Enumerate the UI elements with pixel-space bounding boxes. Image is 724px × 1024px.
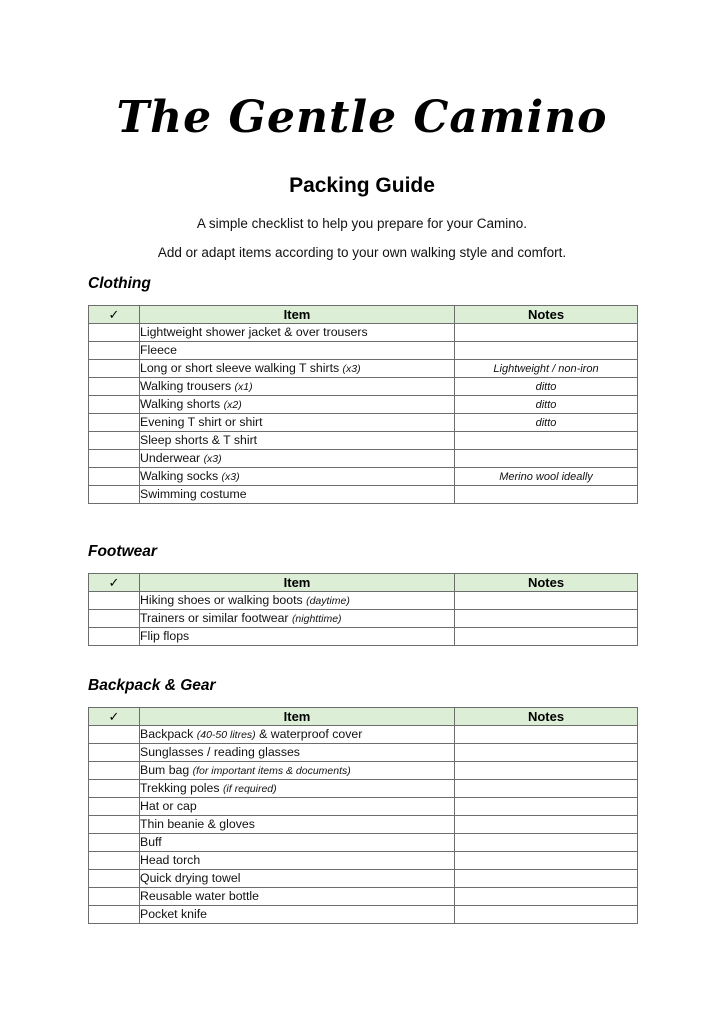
notes-cell: ditto <box>455 414 638 432</box>
table-row <box>89 378 638 396</box>
item-cell <box>140 628 455 646</box>
checkbox-cell[interactable] <box>89 342 140 360</box>
notes-cell <box>455 906 638 924</box>
notes-cell: ditto <box>455 378 638 396</box>
table-row <box>89 870 638 888</box>
item-qualifier: (daytime) <box>306 595 350 607</box>
item-text: Bum bag <box>140 763 193 777</box>
notes-cell <box>455 744 638 762</box>
checkbox-cell[interactable] <box>89 888 140 906</box>
table-row <box>89 780 638 798</box>
notes-cell <box>455 834 638 852</box>
item-cell <box>140 396 455 414</box>
item-cell <box>140 592 455 610</box>
notes-cell <box>455 628 638 646</box>
item-qualifier: (x3) <box>221 471 240 483</box>
page-subtitle: Packing Guide <box>289 174 435 197</box>
item-text: Evening T shirt or shirt <box>140 415 263 429</box>
notes-column-header: Notes <box>455 574 638 592</box>
notes-cell <box>455 450 638 468</box>
checkbox-cell[interactable] <box>89 628 140 646</box>
item-text-suffix: & waterproof cover <box>255 727 363 741</box>
item-text: Backpack <box>140 727 197 741</box>
item-cell <box>140 378 455 396</box>
item-text: Pocket knife <box>140 907 207 921</box>
item-cell <box>140 744 455 762</box>
notes-cell <box>455 816 638 834</box>
item-text: Long or short sleeve walking T shirts <box>140 361 343 375</box>
table-row <box>89 762 638 780</box>
notes-cell: Lightweight / non-iron <box>455 360 638 378</box>
page-title: The Gentle Camino <box>116 92 608 143</box>
section-title-gear: Backpack & Gear <box>88 677 216 694</box>
notes-cell <box>455 610 638 628</box>
table-row <box>89 342 638 360</box>
item-qualifier: (nighttime) <box>291 613 342 625</box>
item-qualifier: (40-50 litres) <box>196 729 256 741</box>
table-header-row <box>89 574 638 592</box>
table-row <box>89 834 638 852</box>
gear-table <box>88 707 638 924</box>
item-text: Lightweight shower jacket & over trousers <box>140 325 368 339</box>
item-cell <box>140 486 455 504</box>
item-cell <box>140 798 455 816</box>
checkbox-cell[interactable] <box>89 486 140 504</box>
table-row <box>89 798 638 816</box>
intro-line-2: Add or adapt items according to your own walking style and comfort. <box>157 245 567 260</box>
item-qualifier: (x3) <box>203 453 222 465</box>
item-text: Trekking poles <box>140 781 223 795</box>
notes-cell <box>455 762 638 780</box>
checkbox-cell[interactable] <box>89 906 140 924</box>
table-row <box>89 888 638 906</box>
item-text: Swimming costume <box>140 487 247 501</box>
item-text: Fleece <box>140 343 177 357</box>
table-row <box>89 628 638 646</box>
item-column-header: Item <box>140 306 455 324</box>
table-row <box>89 610 638 628</box>
item-text: Flip flops <box>140 629 190 643</box>
table-row <box>89 360 638 378</box>
check-column-header: ✓ <box>89 708 140 726</box>
checkbox-cell[interactable] <box>89 360 140 378</box>
item-cell <box>140 414 455 432</box>
checkbox-cell[interactable] <box>89 834 140 852</box>
item-cell <box>140 360 455 378</box>
checkbox-cell[interactable] <box>89 414 140 432</box>
notes-cell <box>455 486 638 504</box>
notes-column-header: Notes <box>455 306 638 324</box>
item-cell <box>140 906 455 924</box>
notes-cell <box>455 432 638 450</box>
item-qualifier: (x2) <box>223 399 242 411</box>
item-text: Buff <box>140 835 162 849</box>
check-column-header: ✓ <box>89 306 140 324</box>
table-row <box>89 726 638 744</box>
item-cell <box>140 432 455 450</box>
checkbox-cell[interactable] <box>89 816 140 834</box>
table-row <box>89 396 638 414</box>
notes-cell <box>455 726 638 744</box>
item-text: Underwear <box>140 451 204 465</box>
checkbox-cell[interactable] <box>89 378 140 396</box>
clothing-table <box>88 305 638 504</box>
table-row <box>89 324 638 342</box>
section-title-footwear: Footwear <box>88 543 157 560</box>
item-cell <box>140 324 455 342</box>
item-text: Hiking shoes or walking boots <box>140 593 307 607</box>
item-text: Quick drying towel <box>140 871 241 885</box>
item-text: Hat or cap <box>140 799 197 813</box>
notes-cell <box>455 592 638 610</box>
item-text: Walking socks <box>140 469 222 483</box>
item-text: Thin beanie & gloves <box>140 817 255 831</box>
item-qualifier: (if required) <box>222 783 277 795</box>
item-cell <box>140 610 455 628</box>
table-header-row <box>89 306 638 324</box>
item-cell <box>140 834 455 852</box>
checkbox-cell[interactable] <box>89 762 140 780</box>
table-row <box>89 486 638 504</box>
notes-cell <box>455 888 638 906</box>
notes-cell <box>455 870 638 888</box>
table-row <box>89 450 638 468</box>
intro-line-1: A simple checklist to help you prepare for your Camino. <box>196 216 528 231</box>
item-cell <box>140 852 455 870</box>
checkbox-cell[interactable] <box>89 726 140 744</box>
notes-cell: ditto <box>455 396 638 414</box>
checkbox-cell[interactable] <box>89 432 140 450</box>
checkbox-cell[interactable] <box>89 798 140 816</box>
item-qualifier: (x3) <box>342 363 361 375</box>
item-qualifier: (x1) <box>234 381 253 393</box>
item-cell <box>140 762 455 780</box>
table-row <box>89 414 638 432</box>
table-row <box>89 816 638 834</box>
item-column-header: Item <box>140 708 455 726</box>
checkbox-cell[interactable] <box>89 592 140 610</box>
notes-cell <box>455 342 638 360</box>
item-cell <box>140 342 455 360</box>
footwear-table <box>88 573 638 646</box>
table-row <box>89 852 638 870</box>
item-qualifier: (for important items & documents) <box>192 765 351 777</box>
item-cell <box>140 888 455 906</box>
table-row <box>89 592 638 610</box>
checkbox-cell[interactable] <box>89 870 140 888</box>
checkbox-cell[interactable] <box>89 450 140 468</box>
checkbox-cell[interactable] <box>89 468 140 486</box>
notes-cell <box>455 852 638 870</box>
item-text: Sunglasses / reading glasses <box>140 745 300 759</box>
checkbox-cell[interactable] <box>89 610 140 628</box>
item-text: Reusable water bottle <box>140 889 259 903</box>
item-cell <box>140 870 455 888</box>
checkbox-cell[interactable] <box>89 780 140 798</box>
notes-cell <box>455 324 638 342</box>
item-text: Sleep shorts & T shirt <box>140 433 258 447</box>
check-column-header: ✓ <box>89 574 140 592</box>
table-row <box>89 744 638 762</box>
table-row <box>89 906 638 924</box>
checkbox-cell[interactable] <box>89 396 140 414</box>
item-cell <box>140 780 455 798</box>
item-text: Head torch <box>140 853 201 867</box>
notes-cell <box>455 780 638 798</box>
checkbox-cell[interactable] <box>89 324 140 342</box>
section-title-clothing: Clothing <box>88 275 151 292</box>
notes-cell: Merino wool ideally <box>455 468 638 486</box>
checkbox-cell[interactable] <box>89 852 140 870</box>
item-text: Walking shorts <box>140 397 224 411</box>
table-row <box>89 432 638 450</box>
table-row <box>89 468 638 486</box>
item-column-header: Item <box>140 574 455 592</box>
item-cell <box>140 468 455 486</box>
table-header-row <box>89 708 638 726</box>
notes-column-header: Notes <box>455 708 638 726</box>
item-cell <box>140 816 455 834</box>
notes-cell <box>455 798 638 816</box>
checkbox-cell[interactable] <box>89 744 140 762</box>
item-text: Trainers or similar footwear <box>140 611 292 625</box>
item-text: Walking trousers <box>140 379 235 393</box>
item-cell <box>140 726 455 744</box>
item-cell <box>140 450 455 468</box>
